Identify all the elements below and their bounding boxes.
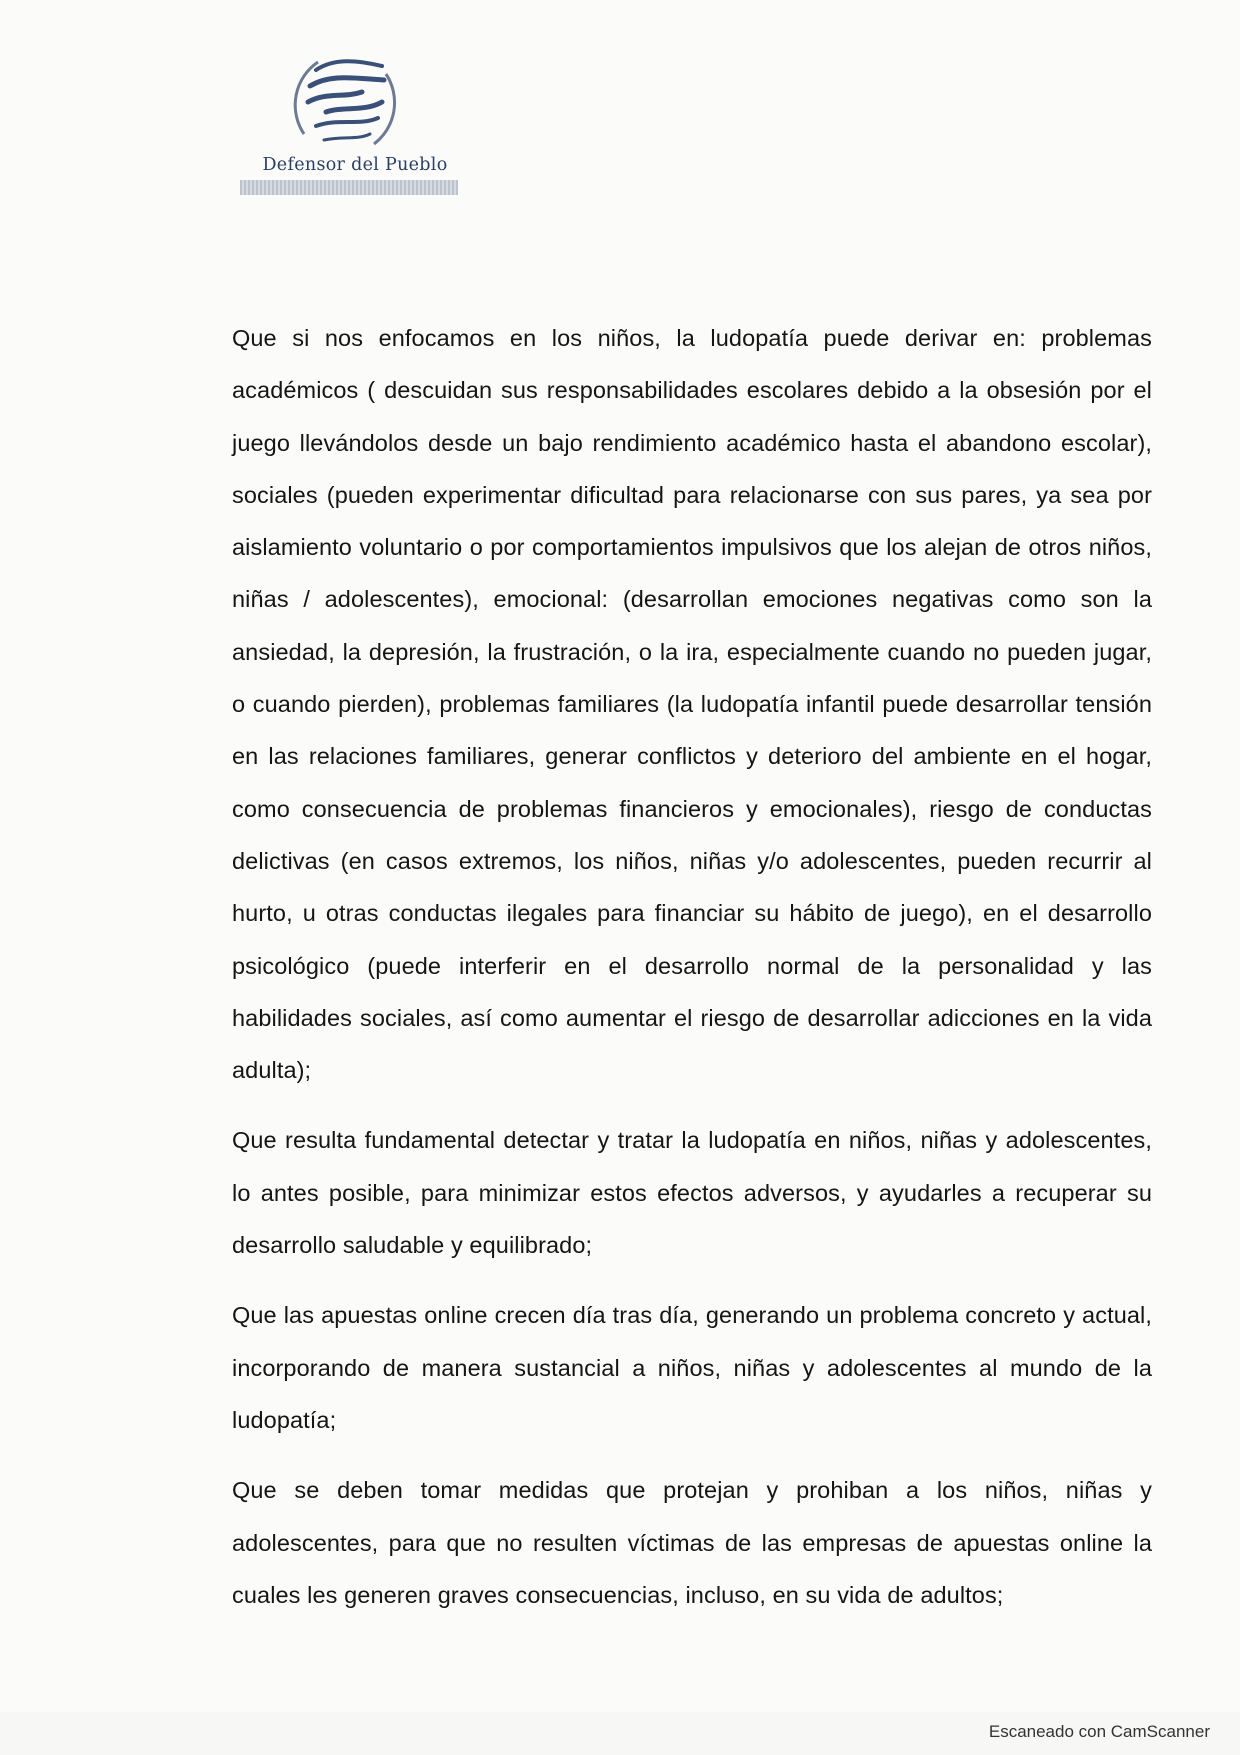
paragraph: Que se deben tomar medidas que protejan y prohiban a los niños, niñas y adolescentes, para que no resulten víctimas de las empresas de apuestas online la cuales les generen graves consecuencias, incluso, en su vida de adultos; bbox=[232, 1477, 1152, 1608]
document-body bbox=[232, 312, 1152, 1639]
logo-title: Defensor del Pueblo bbox=[262, 155, 448, 175]
logo-band bbox=[240, 180, 458, 195]
defensor-logo bbox=[236, 52, 466, 202]
scanner-watermark: Escaneado con CamScanner bbox=[988, 1722, 1210, 1741]
paragraph: Que las apuestas online crecen día tras día, generando un problema concreto y actual, incorporando de manera sustancial a niños, niñas y adolescentes al mundo de la ludopatía; bbox=[232, 1302, 1152, 1433]
hands-emblem-icon bbox=[286, 52, 404, 154]
paragraph: Que si nos enfocamos en los niños, la ludopatía puede derivar en: problemas académicos ( descuidan sus responsabilidades escolares debido a la obsesión por el juego llevándolos desde un bajo rendimiento académico hasta el abandono escolar), sociales (pueden experimentar dificultad para relacionarse con sus pares, ya sea por aislamiento voluntario o por comportamientos impulsivos que los alejan de otros niños, niñas / adolescentes), emocional: (desarrollan emociones negativas como son la ansiedad, la depresión, la frustración, o la ira, especialmente cuando no pueden jugar, o cuando pierden), problemas familiares (la ludopatía infantil puede desarrollar tensión en las relaciones familiares, generar conflictos y deterioro del ambiente en el hogar, como consecuencia de problemas financieros y emocionales), riesgo de conductas delictivas (en casos extremos, los niños, niñas y/o adolescentes, pueden recurrir al hurto, u otras conductas ilegales para financiar su hábito de juego), en el desarrollo psicológico (puede interferir en el desarrollo normal de la personalidad y las habilidades sociales, así como aumentar el riesgo de desarrollar adicciones en la vida adulta); bbox=[232, 325, 1152, 1084]
paragraph: Que resulta fundamental detectar y tratar la ludopatía en niños, niñas y adolescentes, lo antes posible, para minimizar estos efectos adversos, y ayudarles a recuperar su desarrollo saludable y equilibrado; bbox=[232, 1127, 1152, 1259]
